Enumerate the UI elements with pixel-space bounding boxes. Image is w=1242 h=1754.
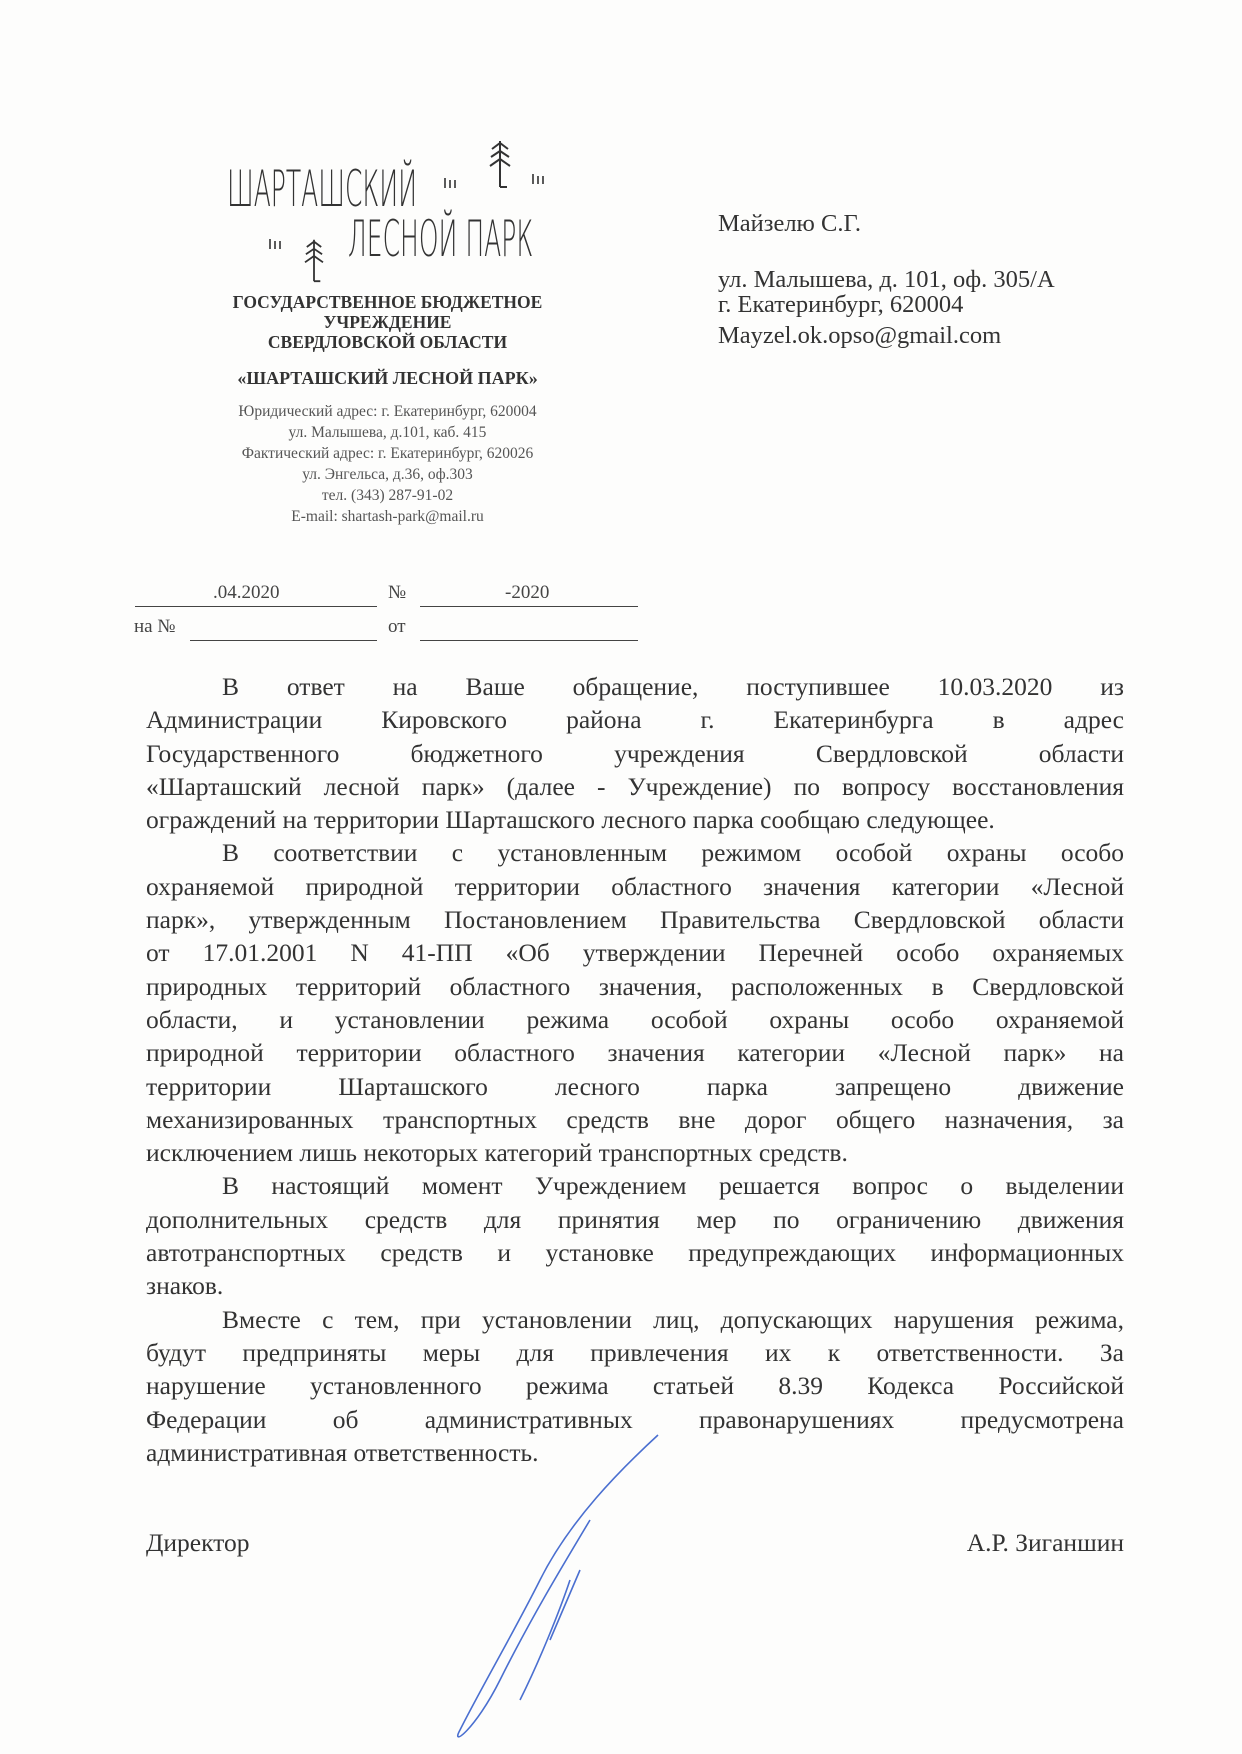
body-line: природной территории областного значения категории «Лесной парк» на	[146, 1038, 1124, 1068]
org-name: «ШАРТАШСКИЙ ЛЕСНОЙ ПАРК»	[237, 368, 538, 388]
body-line: территории Шарташского лесного парка запрещено движение	[146, 1071, 1124, 1101]
tree-icon	[485, 139, 515, 189]
signer-name: А.Р. Зиганшин	[966, 1528, 1124, 1557]
address-line: Фактический адрес: г. Екатеринбург, 620026	[241, 445, 534, 462]
body-line: В ответ на Ваше обращение, поступившее 10.03.2020 из	[222, 672, 1124, 701]
number-underline	[420, 606, 638, 607]
signer-position: Директор	[146, 1528, 250, 1557]
grass-mark-icon	[443, 177, 457, 189]
org-title-line: СВЕРДЛОВСКОЙ ОБЛАСТИ	[267, 332, 508, 352]
recipient-address-2: г. Екатеринбург, 620004	[718, 291, 964, 318]
body-line: Государственного бюджетного учреждения Свердловской области	[146, 738, 1124, 768]
body-line: нарушение установленного режима статьей 8.39 Кодекса Российской	[146, 1371, 1124, 1401]
body-line: области, и установлении режима особой охраны особо охраняемой	[146, 1004, 1124, 1034]
org-title-line: ГОСУДАРСТВЕННОЕ БЮДЖЕТНОЕ	[232, 292, 543, 312]
body-line: Федерации об административных правонарушениях предусмотрена	[146, 1404, 1124, 1434]
address-line: ул. Малышева, д.101, каб. 415	[288, 424, 487, 441]
body-line: парк», утвержденным Постановлением Правительства Свердловской области	[146, 905, 1124, 935]
logo-line-1: ШАРТАШСКИЙ	[227, 160, 417, 218]
recipient-address-1: ул. Малышева, д. 101, оф. 305/А	[718, 266, 1055, 293]
recipient-email: Mayzel.ok.opso@gmail.com	[718, 322, 1002, 349]
outgoing-number: -2020	[505, 582, 550, 603]
grass-mark-icon	[531, 173, 545, 185]
ref-number-underline	[190, 640, 377, 641]
address-line: тел. (343) 287-91-02	[321, 487, 454, 504]
body-line: Вместе с тем, при установлении лиц, допускающих нарушения режима,	[222, 1304, 1124, 1334]
recipient-name: Майзелю С.Г.	[718, 210, 861, 237]
body-line: знаков.	[146, 1271, 224, 1301]
park-logo	[225, 135, 545, 285]
organization-block	[200, 292, 575, 527]
address-line: Юридический адрес: г. Екатеринбург, 620004	[238, 403, 537, 420]
recipient-block	[718, 210, 1055, 350]
date-underline	[135, 606, 377, 607]
outgoing-date: .04.2020	[213, 582, 280, 603]
body-line: от 17.01.2001 N 41-ПП «Об утверждении Перечней особо охраняемых	[146, 938, 1124, 968]
body-line: охраняемой природной территории областного значения категории «Лесной	[146, 871, 1124, 901]
number-label: №	[388, 582, 407, 603]
body-line: «Шарташский лесной парк» (далее - Учреждение) по вопросу восстановления	[146, 771, 1124, 801]
body-line: дополнительных средств для принятия мер по ограничению движения	[146, 1204, 1124, 1234]
body-line: природных территорий областного значения, расположенных в Свердловской	[146, 971, 1124, 1001]
body-line: В соответствии с установленным режимом особой охраны особо	[222, 838, 1124, 868]
body-line: В настоящий момент Учреждением решается вопрос о выделении	[222, 1171, 1124, 1201]
grass-mark-icon	[268, 238, 282, 250]
logo-line-2: ЛЕСНОЙ ПАРК	[348, 210, 534, 268]
body-line: будут предприняты меры для привлечения их к ответственности. За	[146, 1337, 1124, 1367]
address-line: E-mail: shartash-park@mail.ru	[291, 508, 484, 525]
letter-body	[146, 670, 1124, 1469]
ref-number-label: на №	[134, 616, 176, 637]
body-line: исключением лишь некоторых категорий транспортных средств.	[146, 1138, 848, 1168]
org-address	[200, 401, 575, 527]
address-line: ул. Энгельса, д.36, оф.303	[302, 466, 473, 483]
body-line: административная ответственность.	[146, 1437, 539, 1467]
body-line: Администрации Кировского района г. Екатеринбурга в адрес	[146, 705, 1124, 735]
tree-icon	[299, 238, 329, 283]
body-line: ограждений на территории Шарташского лесного парка сообщаю следующее.	[146, 805, 995, 835]
org-title-line: УЧРЕЖДЕНИЕ	[323, 312, 452, 332]
handwritten-signature	[420, 1430, 680, 1750]
ref-date-underline	[420, 640, 638, 641]
ref-date-label: от	[388, 616, 406, 637]
body-line: автотранспортных средств и установке предупреждающих информационных	[146, 1238, 1124, 1268]
body-line: механизированных транспортных средств вне дорог общего назначения, за	[146, 1104, 1124, 1134]
